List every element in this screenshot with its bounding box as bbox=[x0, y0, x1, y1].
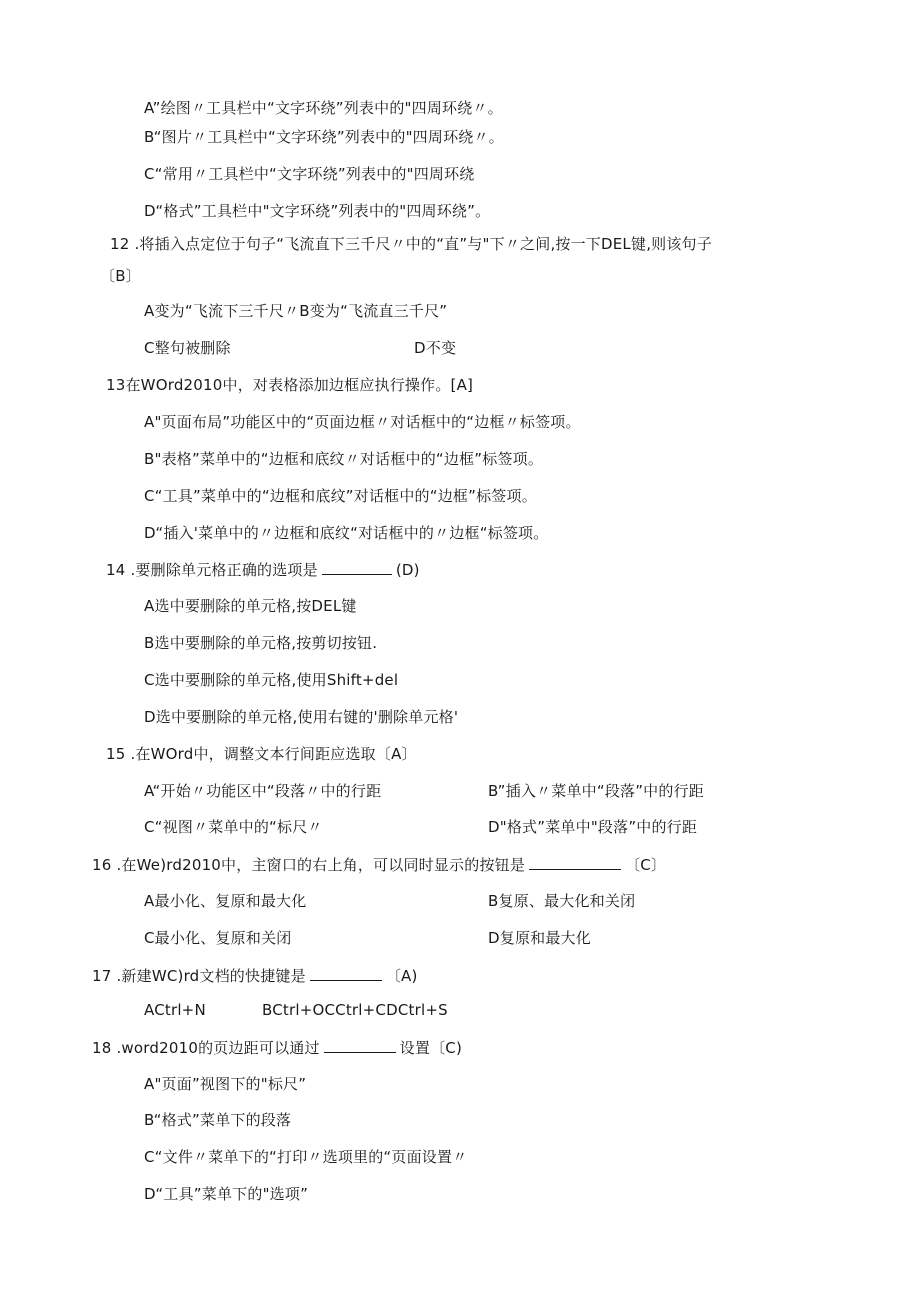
q12-option-ab: A变为“飞流下三千尺〃B变为“飞流直三千尺” bbox=[144, 302, 448, 320]
q18-option-d: D“工具”菜单下的"选项” bbox=[144, 1185, 309, 1203]
q13-option-c: C“工具”菜单中的“边框和底纹”对话框中的“边框”标签项。 bbox=[144, 487, 537, 505]
q17-answer: 〔A) bbox=[385, 967, 418, 985]
q17-answer-blank bbox=[310, 964, 382, 981]
q18-option-a: A"页面”视图下的"标尺” bbox=[144, 1075, 307, 1093]
q18-stem-text: 18 .word2010的页边距可以通过 bbox=[92, 1039, 320, 1057]
q18-answer-blank bbox=[324, 1036, 396, 1053]
q16-option-a: A最小化、复原和最大化 bbox=[144, 892, 307, 910]
q11-option-b: B“图片〃工具栏中“文字环绕”列表中的"四周环绕〃。 bbox=[144, 128, 504, 146]
q14-option-c: C选中要删除的单元格,使用Shift+del bbox=[144, 671, 399, 689]
q16-stem bbox=[92, 853, 666, 876]
q13-option-a: A"页面布局”功能区中的“页面边框〃对话框中的“边框〃标签项。 bbox=[144, 413, 581, 431]
q13-option-d: D“插入'菜单中的〃边框和底纹“对话框中的〃边框“标签项。 bbox=[144, 524, 549, 542]
q16-option-c: C最小化、复原和关闭 bbox=[144, 929, 292, 947]
q12-option-d: D不变 bbox=[414, 339, 457, 357]
q11-option-d: D“格式”工具栏中"文字环绕”列表中的"四周环绕”。 bbox=[144, 202, 491, 220]
q14-option-b: B选中要删除的单元格,按剪切按钮. bbox=[144, 634, 378, 652]
q16-stem-text: 16 .在We)rd2010中，主窗口的右上角，可以同时显示的按钮是 bbox=[92, 856, 526, 874]
q15-option-d: D"格式”菜单中"段落”中的行距 bbox=[488, 818, 698, 836]
q17-option-bcd: BCtrl+OCCtrl+CDCtrl+S bbox=[262, 1001, 448, 1019]
q13-option-b: B"表格”菜单中的“边框和底纹〃对话框中的“边框”标签项。 bbox=[144, 450, 544, 468]
q14-option-d: D选中要删除的单元格,使用右键的'删除单元格' bbox=[144, 708, 459, 726]
q12-answer: 〔B〕 bbox=[100, 267, 141, 285]
q16-answer: 〔C〕 bbox=[625, 856, 667, 874]
q17-stem-text: 17 .新建WC)rd文档的快捷键是 bbox=[92, 967, 306, 985]
q14-stem-text: 14 .要删除单元格正确的选项是 bbox=[106, 561, 318, 579]
q17-option-a: ACtrl+N bbox=[144, 1001, 206, 1019]
q15-option-b: B”插入〃菜单中“段落”中的行距 bbox=[488, 782, 704, 800]
q13-stem: 13在WOrd2010中，对表格添加边框应执行操作。[A] bbox=[106, 376, 474, 394]
q18-answer: 设置〔C) bbox=[399, 1039, 462, 1057]
q17-stem bbox=[92, 964, 418, 987]
q15-option-c: C“视图〃菜单中的“标尺〃 bbox=[144, 818, 323, 836]
q18-option-b: B“格式”菜单下的段落 bbox=[144, 1111, 292, 1129]
q16-answer-blank bbox=[529, 853, 621, 870]
q15-option-a: A“开始〃功能区中“段落〃中的行距 bbox=[144, 782, 382, 800]
q15-stem: 15 .在WOrd中，调整文本行间距应选取〔A〕 bbox=[106, 745, 417, 763]
q18-stem bbox=[92, 1036, 462, 1059]
q16-option-d: D复原和最大化 bbox=[488, 929, 591, 947]
q12-stem: 12 .将插入点定位于句子“飞流直下三千尺〃中的“直”与"下〃之间,按一下DEL键,则该句子 bbox=[110, 235, 712, 253]
q16-option-b: B复原、最大化和关闭 bbox=[488, 892, 636, 910]
q14-answer-blank bbox=[322, 558, 392, 575]
q14-answer: (D) bbox=[395, 561, 420, 579]
q12-option-c: C整句被删除 bbox=[144, 339, 231, 357]
q18-option-c: C“文件〃菜单下的“打印〃选项里的“页面设置〃 bbox=[144, 1148, 468, 1166]
q14-option-a: A选中要删除的单元格,按DEL键 bbox=[144, 597, 357, 615]
q11-option-c: C“常用〃工具栏中“文字环绕”列表中的"四周环绕 bbox=[144, 165, 475, 183]
q11-option-a: A”绘图〃工具栏中“文字环绕”列表中的"四周环绕〃。 bbox=[144, 99, 503, 117]
q14-stem bbox=[106, 558, 420, 581]
